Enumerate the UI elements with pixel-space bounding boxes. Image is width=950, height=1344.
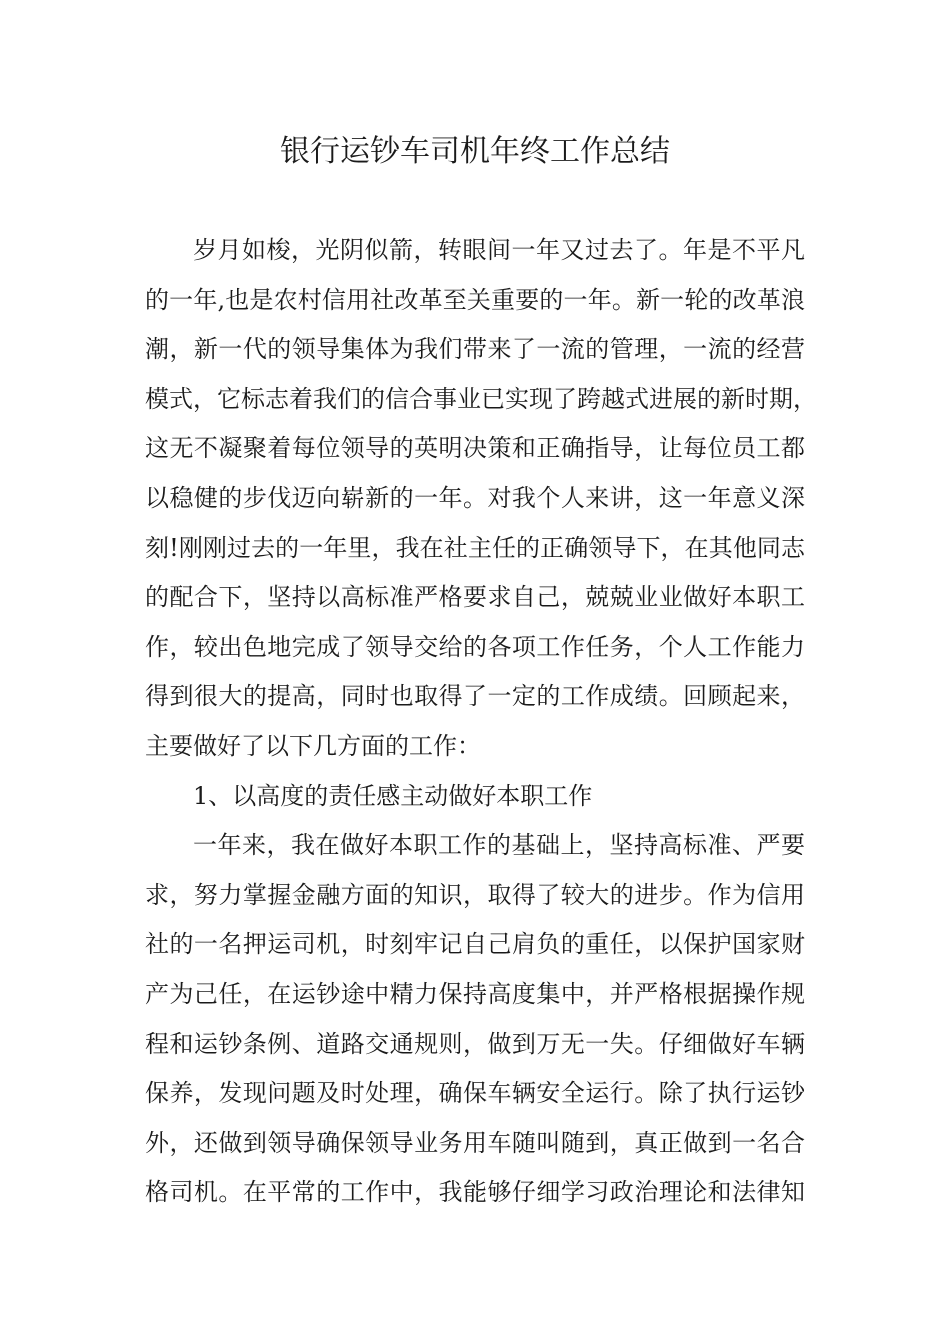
body-line: 作，较出色地完成了领导交给的各项工作任务，个人工作能力 xyxy=(145,632,805,661)
body-line: 程和运钞条例、道路交通规则，做到万无一失。仔细做好车辆 xyxy=(145,1029,805,1058)
body-line: 格司机。在平常的工作中，我能够仔细学习政治理论和法律知 xyxy=(145,1178,805,1207)
body-line: 产为己任，在运钞途中精力保持高度集中，并严格根据操作规 xyxy=(145,979,805,1008)
body-line: 岁月如梭，光阴似箭，转眼间一年又过去了。年是不平凡 xyxy=(193,236,805,264)
body-line: 刻!刚刚过去的一年里，我在社主任的正确领导下，在其他同志 xyxy=(145,533,805,562)
body-line: 潮，新一代的领导集体为我们带来了一流的管理，一流的经营 xyxy=(145,335,805,364)
body-line: 一年来，我在做好本职工作的基础上，坚持高标准、严要 xyxy=(193,831,805,860)
document-title: 银行运钞车司机年终工作总结 xyxy=(280,134,670,169)
body-line: 得到很大的提高，同时也取得了一定的工作成绩。回顾起来， xyxy=(145,682,805,711)
body-line: 模式，它标志着我们的信合事业已实现了跨越式进展的新时期， xyxy=(145,384,817,413)
body-line: 求，努力掌握金融方面的知识，取得了较大的进步。作为信用 xyxy=(145,880,805,909)
body-line: 社的一名押运司机，时刻牢记自己肩负的重任，以保护国家财 xyxy=(145,930,805,959)
body-line: 主要做好了以下几方面的工作： xyxy=(145,731,481,760)
document-body xyxy=(145,226,817,1218)
body-line: 1、以高度的责任感主动做好本职工作 xyxy=(193,781,593,810)
body-line: 外，还做到领导确保领导业务用车随叫随到，真正做到一名合 xyxy=(145,1128,805,1157)
body-line: 以稳健的步伐迈向崭新的一年。对我个人来讲，这一年意义深 xyxy=(145,483,805,512)
body-line: 保养，发现问题及时处理，确保车辆安全运行。除了执行运钞 xyxy=(145,1079,805,1108)
body-line: 的一年,也是农村信用社改革至关重要的一年。新一轮的改革浪 xyxy=(145,285,805,314)
body-line: 的配合下，坚持以高标准严格要求自己，兢兢业业做好本职工 xyxy=(145,583,805,612)
body-line: 这无不凝聚着每位领导的英明决策和正确指导，让每位员工都 xyxy=(145,434,805,463)
